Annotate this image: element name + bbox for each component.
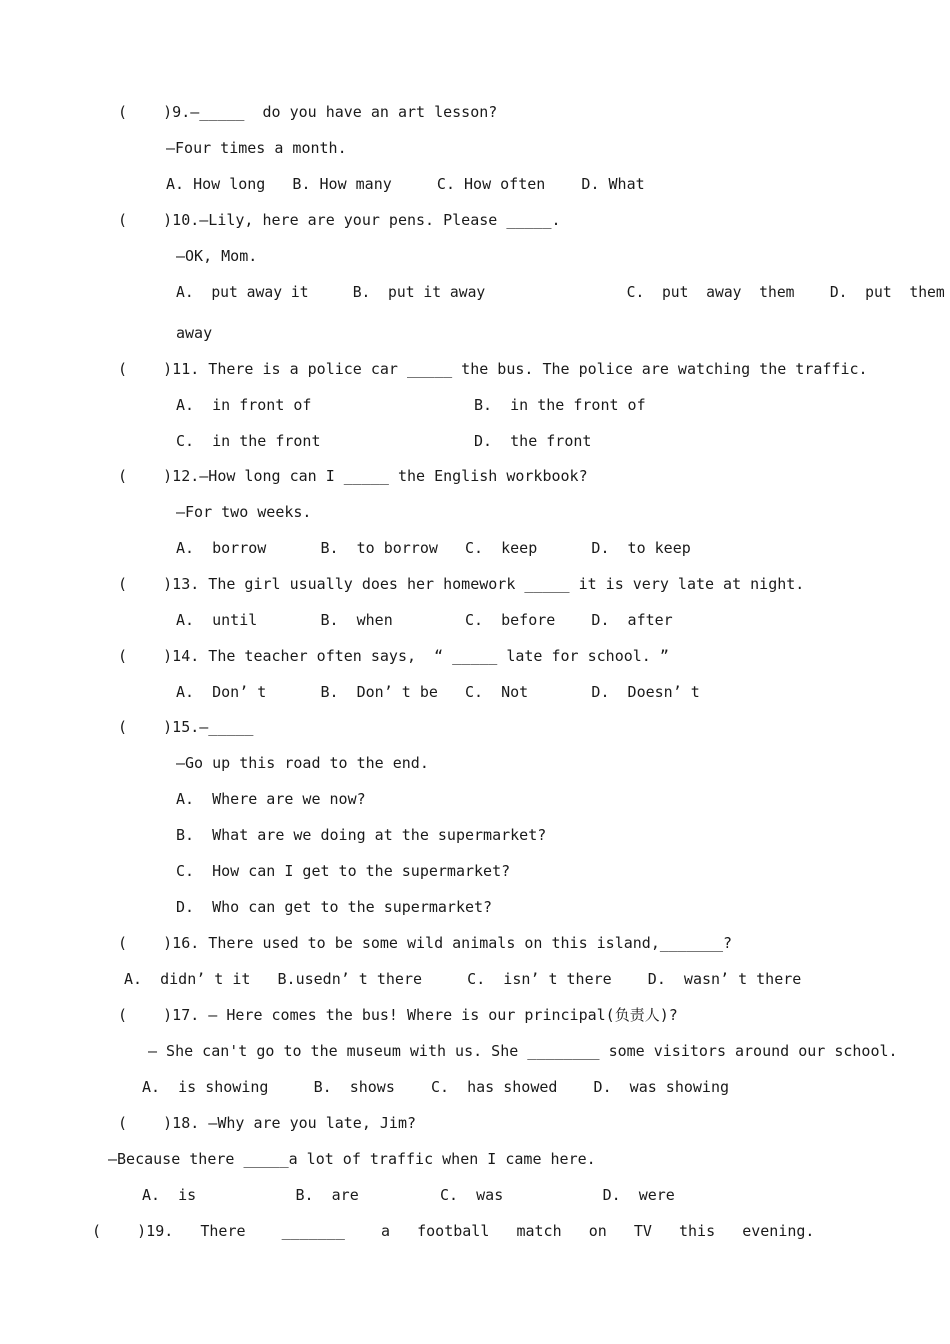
q12-reply: —For two weeks. bbox=[176, 503, 312, 521]
q10-options: A. put away it B. put it away C. put away them D. put them bbox=[176, 283, 945, 301]
q10-options-wrap: away bbox=[176, 324, 213, 342]
q9-reply: —Four times a month. bbox=[166, 139, 347, 157]
q10-stem: ( )10.—Lily, here are your pens. Please _____. bbox=[118, 211, 561, 229]
q19-stem: ( )19. There _______ a football match on TV this evening. bbox=[92, 1222, 815, 1240]
q15-option-a: A. Where are we now? bbox=[176, 790, 366, 808]
q11-stem: ( )11. There is a police car _____ the bus. The police are watching the traffic. bbox=[118, 360, 868, 378]
q15-stem: ( )15.—_____ bbox=[118, 718, 254, 736]
q9-options: A. How long B. How many C. How often D. What bbox=[166, 175, 645, 193]
q16-options: A. didn’ t it B.usedn’ t there C. isn’ t there D. wasn’ t there bbox=[124, 970, 802, 988]
q13-stem: ( )13. The girl usually does her homework _____ it is very late at night. bbox=[118, 575, 805, 593]
q17-stem: ( )17. — Here comes the bus! Where is our principal(负责人)? bbox=[118, 1006, 678, 1024]
q11-options-row-1: A. in front of B. in the front of bbox=[176, 396, 646, 414]
q16-stem: ( )16. There used to be some wild animals on this island,_______? bbox=[118, 934, 733, 952]
q10-reply: —OK, Mom. bbox=[176, 247, 258, 265]
q15-option-d: D. Who can get to the supermarket? bbox=[176, 898, 493, 916]
q11-options-row-2: C. in the front D. the front bbox=[176, 432, 592, 450]
q18-stem: ( )18. —Why are you late, Jim? bbox=[118, 1114, 417, 1132]
q14-options: A. Don’ t B. Don’ t be C. Not D. Doesn’ t bbox=[176, 683, 700, 701]
q17-reply: — She can't go to the museum with us. She ________ some visitors around our school. bbox=[148, 1042, 898, 1060]
q14-stem: ( )14. The teacher often says, “ _____ late for school. ” bbox=[118, 647, 669, 665]
q12-stem: ( )12.—How long can I _____ the English workbook? bbox=[118, 467, 588, 485]
q12-options: A. borrow B. to borrow C. keep D. to keep bbox=[176, 539, 691, 557]
q9-stem: ( )9.—_____ do you have an art lesson? bbox=[118, 103, 498, 121]
q17-options: A. is showing B. shows C. has showed D. was showing bbox=[142, 1078, 729, 1096]
q18-options: A. is B. are C. was D. were bbox=[142, 1186, 675, 1204]
q15-reply: —Go up this road to the end. bbox=[176, 754, 429, 772]
q13-options: A. until B. when C. before D. after bbox=[176, 611, 673, 629]
q15-option-b: B. What are we doing at the supermarket? bbox=[176, 826, 547, 844]
q15-option-c: C. How can I get to the supermarket? bbox=[176, 862, 511, 880]
q18-reply: —Because there _____a lot of traffic when I came here. bbox=[108, 1150, 596, 1168]
